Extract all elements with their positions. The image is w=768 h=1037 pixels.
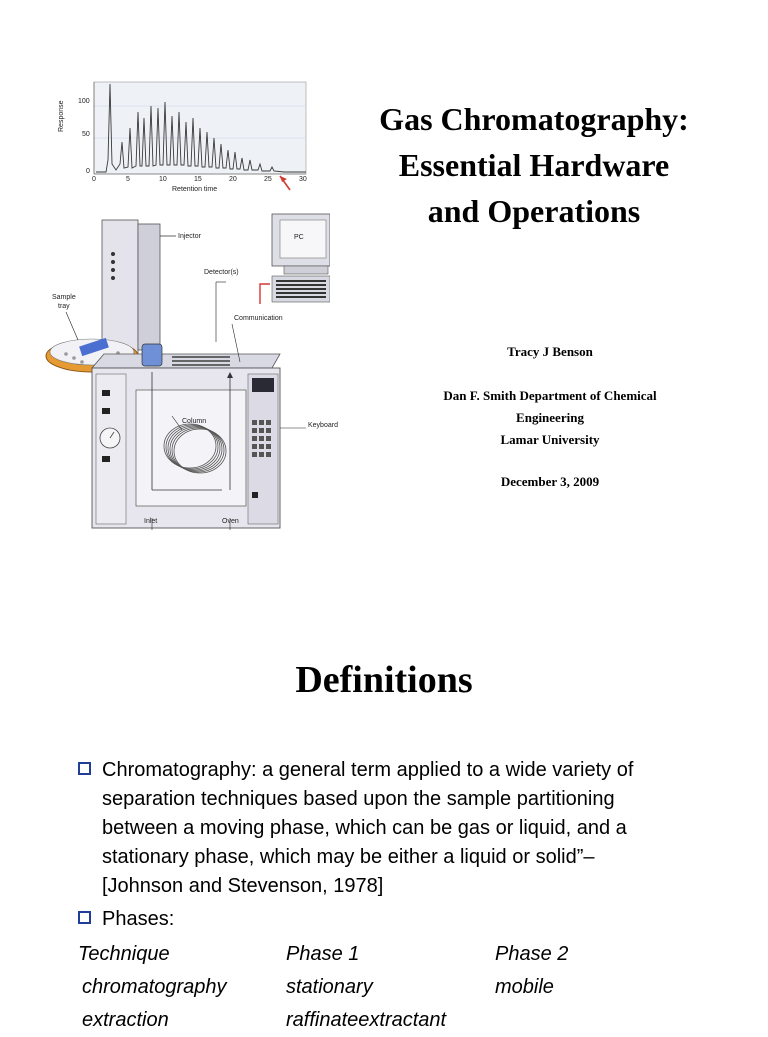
x-tick-label: 0 <box>92 176 96 183</box>
slide-title <box>336 96 732 234</box>
affiliation-line: Lamar University <box>500 432 600 447</box>
definitions-slide <box>0 580 768 1031</box>
checkbox-bullet-icon <box>78 911 91 924</box>
bullet-text-line: Phases: <box>102 908 175 930</box>
x-tick-label: 30 <box>299 176 307 183</box>
y-axis-label: Response <box>58 100 65 132</box>
column-header: Technique <box>78 943 170 965</box>
y-tick-label: 0 <box>86 168 90 175</box>
oven-label: Oven <box>222 518 239 525</box>
table-row <box>78 1004 738 1037</box>
column-header: Phase 1 <box>286 943 360 965</box>
table-cell: stationary <box>286 976 373 998</box>
table-cell: mobile <box>495 976 554 998</box>
inlet-label: Inlet <box>144 518 158 525</box>
table-row <box>78 971 738 1004</box>
title-line: Gas Chromatography: <box>379 101 689 137</box>
pc-label: PC <box>294 234 304 241</box>
y-tick-label: 100 <box>78 98 90 105</box>
communication-arrow <box>260 284 270 304</box>
title-line: Essential Hardware <box>398 147 670 183</box>
bullet-text-line: separation techniques based upon the sample partitioning <box>102 788 615 810</box>
affiliation-line: Engineering <box>516 410 584 425</box>
column-header: Phase 2 <box>495 943 569 965</box>
gc-instrument-figure <box>44 72 338 534</box>
presentation-date <box>400 471 700 493</box>
bullet-text-line: [Johnson and Stevenson, 1978] <box>102 875 384 897</box>
bullet-text-line: Chromatography: a general term applied to a wide variety of <box>102 759 634 781</box>
x-tick-label: 20 <box>229 176 237 183</box>
table-header-row <box>78 938 738 971</box>
pc-computer <box>272 214 330 302</box>
x-tick-label: 15 <box>194 176 202 183</box>
slide-heading: Definitions <box>295 659 473 701</box>
phases-table <box>78 938 738 1037</box>
detector-label: Detector(s) <box>204 269 239 276</box>
checkbox-bullet-icon <box>78 762 91 775</box>
author-name: Tracy J Benson <box>507 344 593 359</box>
communication-label: Communication <box>234 315 283 322</box>
x-axis-label: Retention time <box>172 186 218 193</box>
table-cell: extraction <box>82 1009 169 1031</box>
x-tick-label: 5 <box>126 176 130 183</box>
table-cell: chromatography <box>82 976 227 998</box>
x-tick-label: 25 <box>264 176 272 183</box>
table-cell: raffinateextractant <box>286 1009 447 1031</box>
sample-tray-label: tray <box>58 303 70 310</box>
gc-diagram <box>44 72 330 534</box>
chromatogram <box>94 82 306 174</box>
bullet-list <box>78 756 728 938</box>
bullet-text-line: stationary phase, which may be either a liquid or solid”– <box>102 846 595 868</box>
date-text: December 3, 2009 <box>500 474 600 489</box>
x-tick-label: 10 <box>159 176 167 183</box>
keyboard-label: Keyboard <box>308 422 338 429</box>
y-tick-label: 50 <box>82 131 90 138</box>
affiliation <box>400 385 700 451</box>
affiliation-line: Dan F. Smith Department of Chemical <box>443 388 657 403</box>
injector-label: Injector <box>178 233 201 240</box>
column-label: Column <box>182 418 207 425</box>
bullet-text-line: between a moving phase, which can be gas or liquid, and a <box>102 817 627 839</box>
bullet-item <box>78 905 728 934</box>
author <box>400 341 700 363</box>
sample-tray-label: Sample <box>52 294 76 301</box>
bullet-item <box>78 756 728 901</box>
gc-oven-body <box>92 344 280 528</box>
title-line: and Operations <box>427 193 641 229</box>
